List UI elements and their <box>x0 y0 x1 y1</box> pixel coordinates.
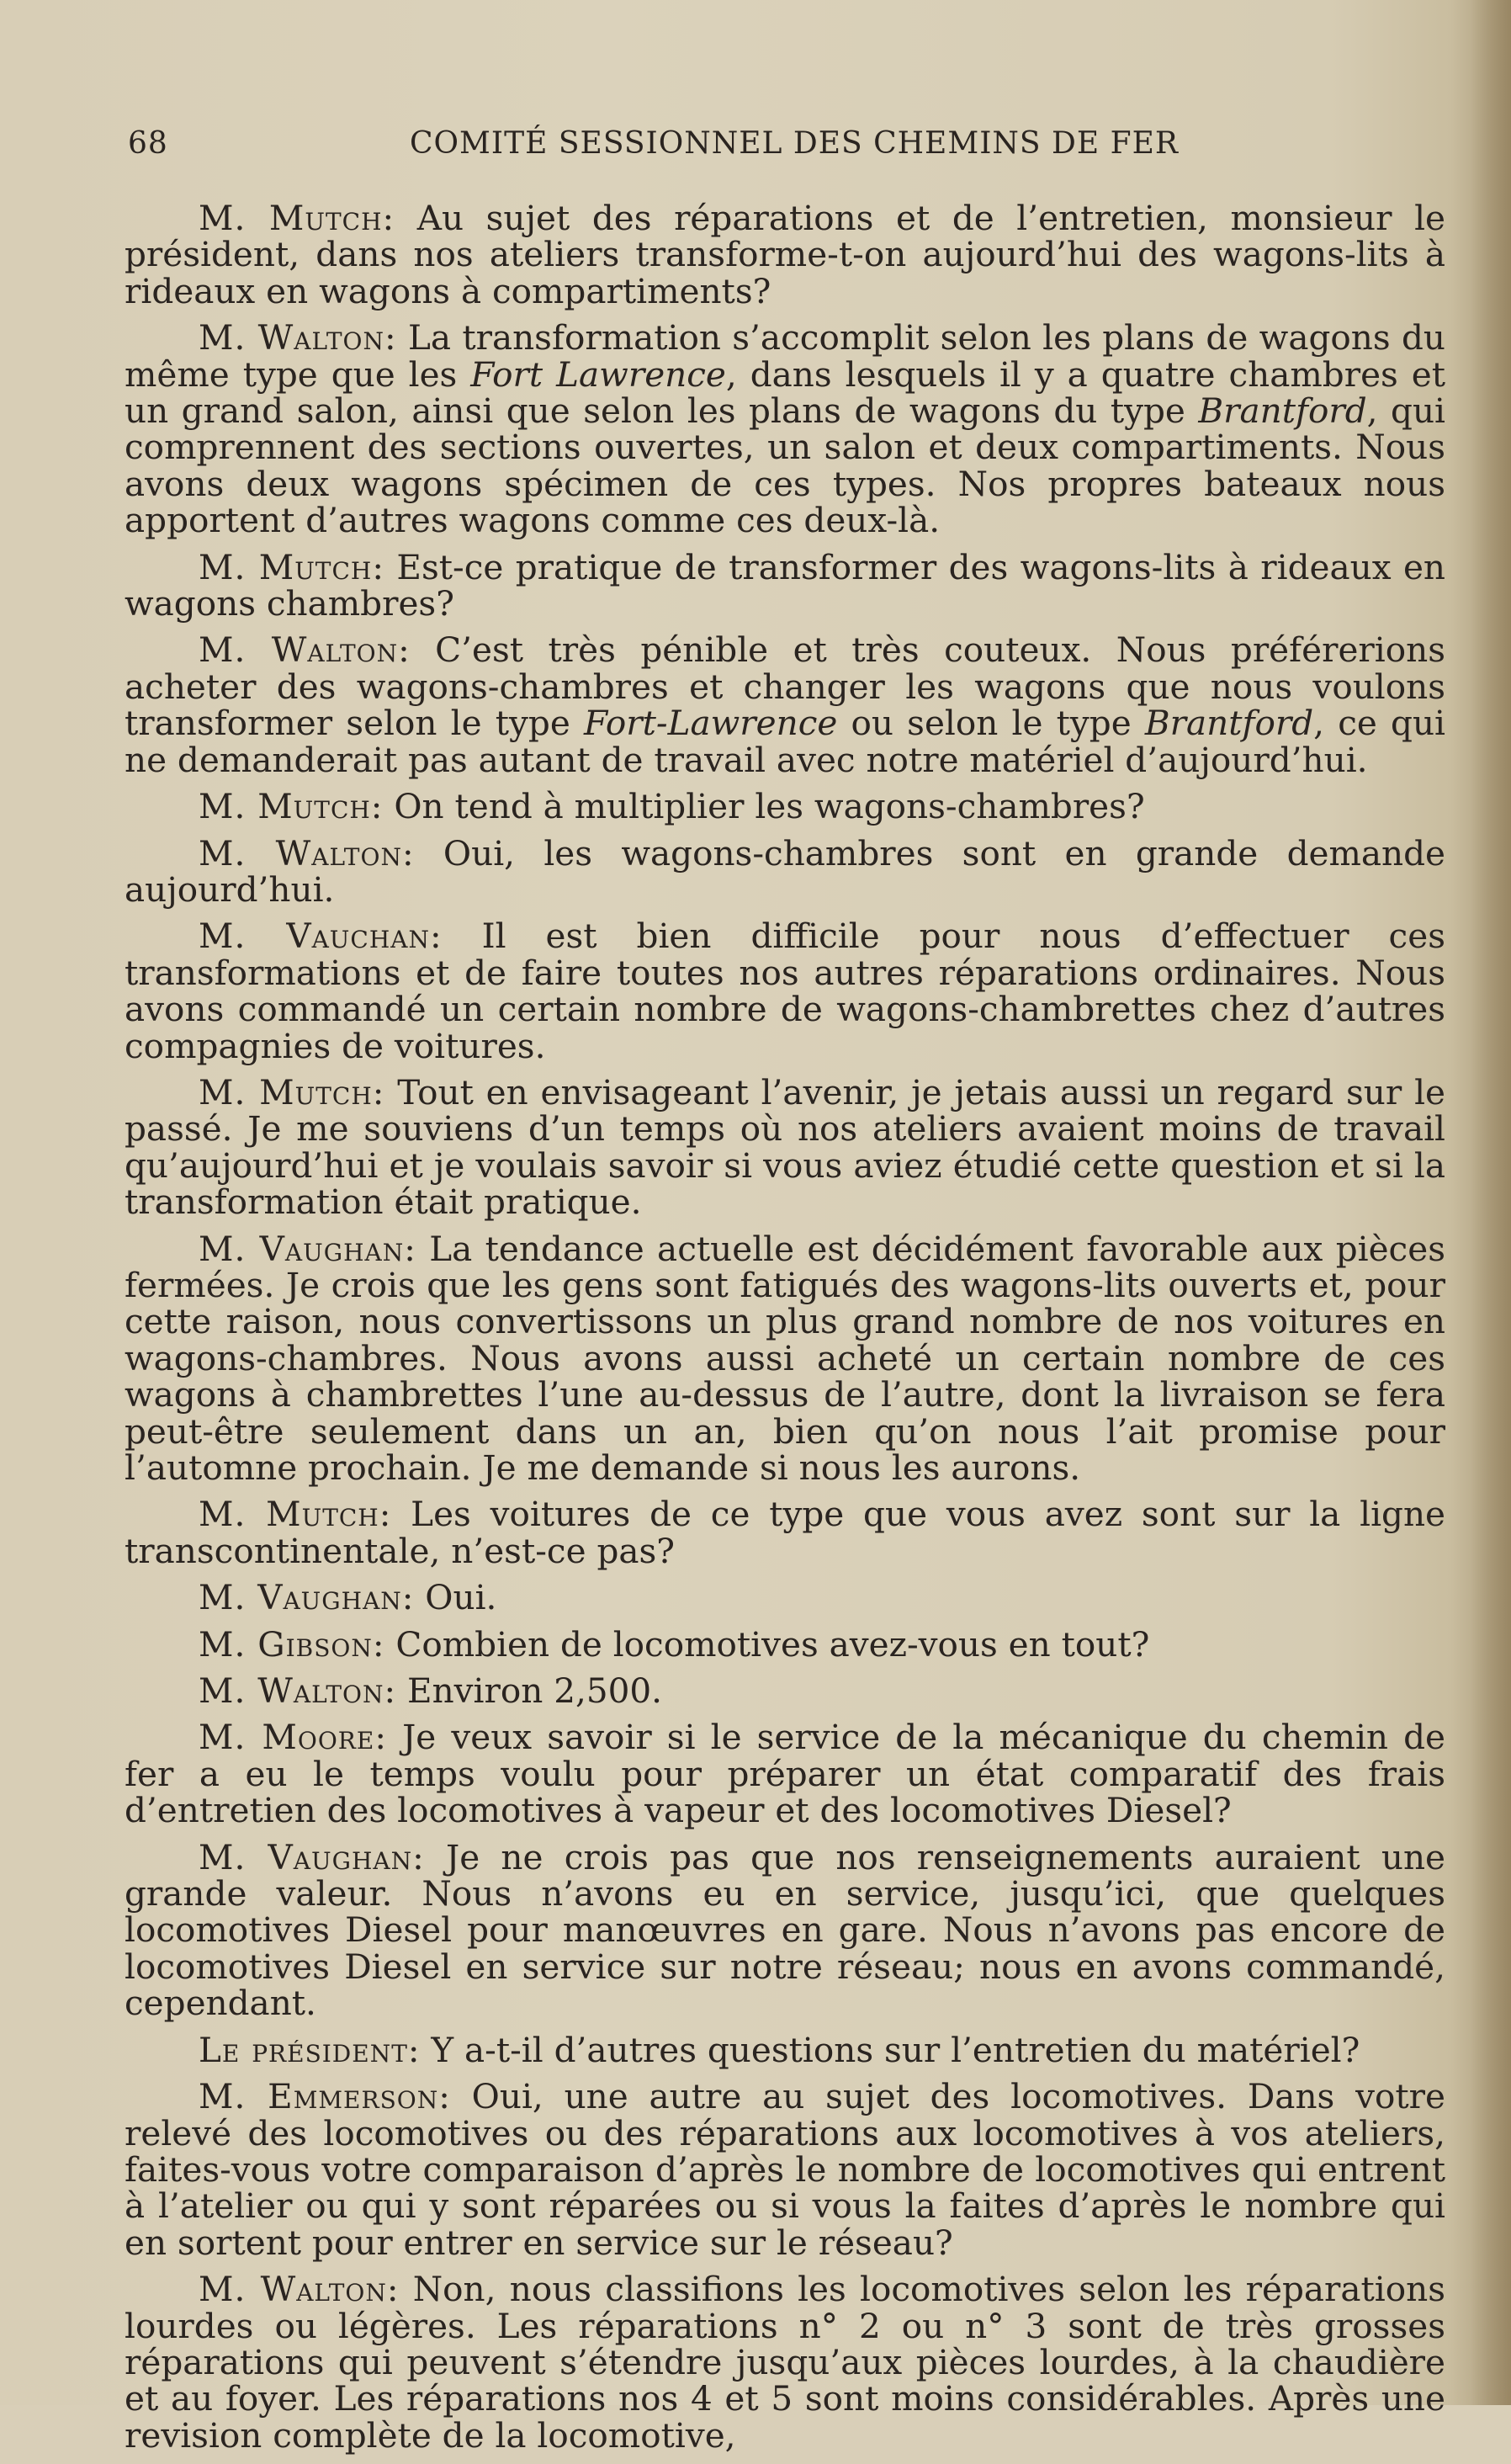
transcript-body <box>125 200 1445 2464</box>
running-title: COMITÉ SESSIONNEL DES CHEMINS DE FER <box>410 126 1179 161</box>
paragraph-text: La transformation s’accomplit selon les plans de wagons du même type que les <box>125 317 1445 395</box>
speaker-name: Le président: <box>199 2029 421 2070</box>
speaker-name: M. Mutch: <box>199 546 384 587</box>
speaker-name: M. Walton: <box>199 832 415 874</box>
speaker-name: M. Vaughan: <box>199 1577 415 1618</box>
paragraph-text: Tout en envisageant l’avenir, je jetais aussi un regard sur le passé. Je me souviens d’un temps où nos ateliers avaient moins de travail qu’aujourd’hui et je voulais savoir si vous aviez étudié cette question et si la transformation était pratique. <box>125 1071 1445 1223</box>
transcript-paragraph <box>125 1228 1445 1488</box>
paragraph-text: Combien de locomotives avez-vous en tout? <box>384 1623 1150 1665</box>
transcript-paragraph <box>125 1836 1445 2024</box>
transcript-paragraph <box>125 918 1445 1065</box>
transcript-paragraph <box>125 1496 1445 1569</box>
speaker-name: M. Moore: <box>199 1717 387 1758</box>
transcript-paragraph <box>125 832 1445 910</box>
italic-text: Brantford <box>1198 390 1367 432</box>
paragraph-text: ou selon le type <box>837 703 1145 744</box>
italic-text: Brantford <box>1144 703 1314 744</box>
transcript-paragraph <box>125 200 1445 310</box>
speaker-name: M. Walton: <box>199 317 397 358</box>
paragraph-text: Oui. <box>414 1577 497 1618</box>
paragraph-text: Les voitures de ce type que vous avez sont sur la ligne transcontinentale, n’est-ce pas? <box>125 1494 1445 1571</box>
speaker-name: M. Vaughan: <box>199 1836 425 1877</box>
transcript-paragraph <box>125 1670 1445 1712</box>
transcript-paragraph <box>125 1577 1445 1618</box>
italic-text: Fort-Lawrence <box>583 703 838 744</box>
speaker-name: M. Emmerson: <box>199 2076 451 2117</box>
speaker-name: M. Gibson: <box>199 1623 385 1665</box>
paragraph-text: , dans lesquels il y a quatre chambres et un grand salon, ainsi que selon les plans de wagons du type <box>125 353 1446 432</box>
transcript-paragraph <box>125 1719 1445 1829</box>
transcript-paragraph <box>125 2076 1445 2263</box>
transcript-paragraph <box>125 546 1445 624</box>
speaker-name: M. Mutch: <box>199 198 395 238</box>
transcript-paragraph <box>125 1623 1445 1665</box>
italic-text: Fort Lawrence <box>470 353 726 395</box>
page-number: 68 <box>128 126 168 161</box>
paragraph-text: C’est très pénible et très couteux. Nous préférerions acheter des wagons-chambres et changer les wagons que nous voulons transformer selon le type <box>125 629 1445 744</box>
transcript-paragraph <box>125 1071 1445 1223</box>
speaker-name: M. Mutch: <box>199 1071 385 1113</box>
paragraph-text: Je veux savoir si le service de la mécanique du chemin de fer a eu le temps voulu pour préparer un état comparatif des frais d’entretien des locomotives à vapeur et des locomotives Diesel? <box>125 1717 1445 1831</box>
paragraph-text: Y a-t-il d’autres questions sur l’entretien du matériel? <box>420 2029 1360 2070</box>
speaker-name: M. Vauchan: <box>199 916 443 957</box>
paragraph-text: Est-ce pratique de transformer des wagons-lits à rideaux en wagons chambres? <box>125 546 1445 624</box>
speaker-name: M. Mutch: <box>199 1494 392 1535</box>
page-edge-shadow <box>1471 0 1511 2405</box>
paragraph-text: La tendance actuelle est décidément favorable aux pièces fermées. Je crois que les gens sont fatigués des wagons-lits ouverts et, pour cette raison, nous convertissons un plus grand nombre de nos voitures en wagons-chambres. Nous avons aussi acheté un certain nombre de ces wagons à chambrettes l’une au-dessus de l’autre, dont la livraison se fera peut-être seulement dans un an, bien qu’on nous l’ait promise pour l’automne prochain. Je me demande si nous les aurons. <box>125 1228 1445 1488</box>
paragraph-text: , qui comprennent des sections ouvertes, un salon et deux compartiments. Nous avons deux wagons spécimen de ces types. Nos propres bateaux nous apportent d’autres wagons comme ces deux-là. <box>125 390 1446 541</box>
paragraph-text: Il est bien difficile pour nous d’effectuer ces transformations et de faire toutes nos autres réparations ordinaires. Nous avons commandé un certain nombre de wagons-chambrettes chez d’autres compagnies de voitures. <box>125 916 1445 1066</box>
transcript-paragraph <box>125 786 1445 827</box>
paragraph-text: , ce qui ne demanderait pas autant de travail avec notre matériel d’aujourd’hui. <box>125 703 1446 780</box>
transcript-paragraph <box>125 629 1446 780</box>
transcript-paragraph <box>125 317 1446 541</box>
paragraph-text: Je ne crois pas que nos renseignements auraient une grande valeur. Nous n’avons eu en service, jusqu’ici, que quelques locomotives Diesel pour manœuvres en gare. Nous n’avons pas encore de locomotives Diesel en service sur notre réseau; nous en avons commandé, cependant. <box>125 1836 1445 2024</box>
paragraph-text: Environ 2,500. <box>396 1670 663 1712</box>
speaker-name: M. Walton: <box>199 2269 400 2310</box>
transcript-paragraph <box>125 2271 1445 2454</box>
speaker-name: M. Vaughan: <box>199 1228 416 1269</box>
paragraph-text: Au sujet des réparations et de l’entretien, monsieur le président, dans nos ateliers transforme-t-on aujourd’hui des wagons-lits à rideaux en wagons à compartiments? <box>125 198 1445 311</box>
paragraph-text: Oui, une autre au sujet des locomotives. Dans votre relevé des locomotives ou des réparations aux locomotives à vos ateliers, faites-vous votre comparaison d’après le nombre de locomotives qui entrent à l’atelier ou qui y sont réparées ou si vous la faites d’après le nombre qui en sortent pour entrer en service sur le réseau? <box>125 2076 1445 2263</box>
speaker-name: M. Walton: <box>199 629 411 671</box>
speaker-name: M. Walton: <box>199 1670 397 1712</box>
transcript-paragraph <box>125 2029 1445 2070</box>
paragraph-text: On tend à multiplier les wagons-chambres? <box>383 786 1145 827</box>
paragraph-text: Non, nous classifions les locomotives selon les réparations lourdes ou légères. Les réparations n° 2 ou n° 3 sont de très grosses réparations qui peuvent s’étendre jusqu’aux pièces lourdes, à la chaudière et au foyer. Les réparations nos 4 et 5 sont moins considérables. Après une revision complète de la locomotive, <box>125 2269 1446 2456</box>
speaker-name: M. Mutch: <box>199 786 384 827</box>
paragraph-text: Oui, les wagons-chambres sont en grande demande aujourd’hui. <box>125 832 1445 910</box>
